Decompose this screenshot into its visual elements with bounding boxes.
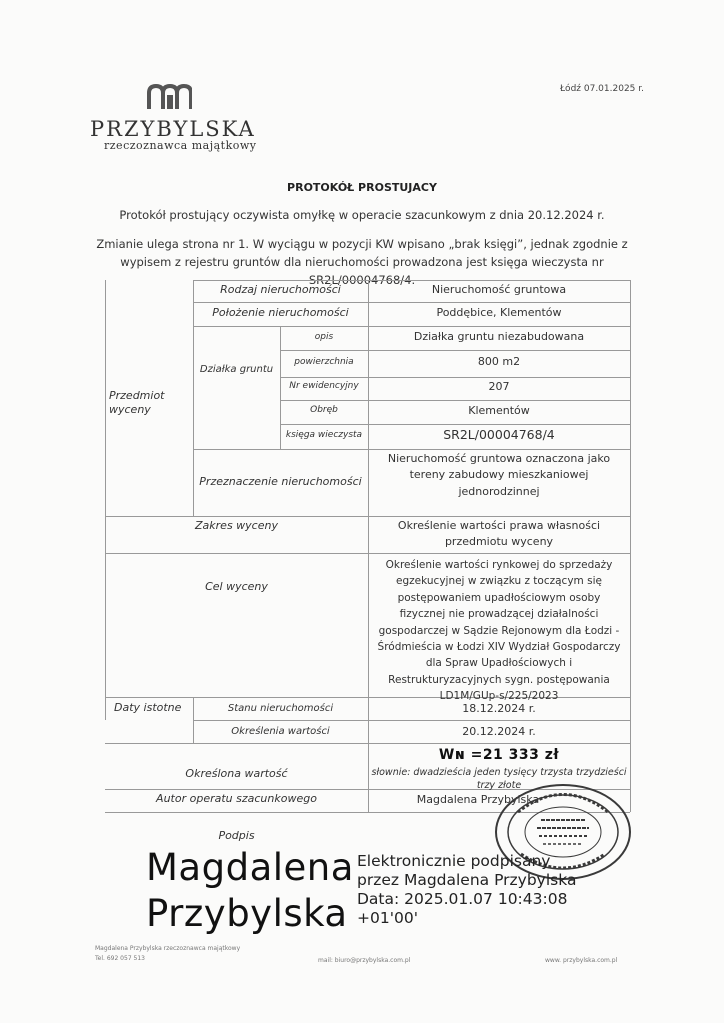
przeznaczenie-label: Przeznaczenie nieruchomości [199, 475, 362, 488]
powierzchnia-value: 800 m2 [477, 355, 521, 368]
footer-company: Magdalena Przybylska rzeczoznawca majątkowy [95, 945, 241, 952]
dzialka-label: Działka gruntu [199, 364, 274, 375]
footer-website: www. przybylska.com.pl [545, 957, 618, 964]
signature-name-last: Przybylska [146, 892, 348, 935]
signature-name-first: Magdalena [146, 846, 354, 889]
document-date: Łódź 07.01.2025 r. [560, 84, 644, 94]
zakres-label: Zakres wyceny [195, 519, 278, 532]
autor-label: Autor operatu szacunkowego [156, 792, 317, 805]
document-title: PROTOKÓŁ PROSTUJACY [287, 181, 437, 194]
polozenie-label: Położenie nieruchomości [212, 306, 349, 319]
brand-name: PRZYBYLSKA [90, 117, 256, 141]
market-value: Wɴ =21 333 zł [438, 747, 560, 763]
footer-email: mail: biuro@przybylska.com.pl [318, 957, 411, 964]
opis-label: opis [314, 332, 334, 342]
rodzaj-label: Rodzaj nieruchomości [220, 283, 341, 296]
footer-phone: Tel. 692 057 513 [95, 955, 145, 962]
opis-value: Działka gruntu niezabudowana [413, 330, 585, 343]
autor-value: Magdalena Przybylska [416, 793, 540, 806]
polozenie-value: Poddębice, Klementów [436, 306, 562, 319]
przedmiot-label: Przedmiot wyceny [109, 389, 165, 416]
obreb-value: Klementów [468, 404, 530, 417]
kw-label: księga wieczysta [285, 430, 363, 440]
intro-paragraph: Protokół prostujący oczywista omyłkę w operacie szacunkowym z dnia 20.12.2024 r. [119, 208, 605, 222]
correction-paragraph: Zmianie ulega strona nr 1. W wyciągu w pozycji KW wpisano „brak księgi”, jednak zgodnie z wypisem z rejestru gruntów dla nieruchomości prowadzona jest księga wieczysta nr SR2L/00004768/4. [96, 237, 628, 287]
brand-subtitle: rzeczoznawca majątkowy [104, 139, 257, 152]
okreslenia-label: Określenia wartości [231, 726, 330, 737]
powierzchnia-label: powierzchnia [294, 357, 354, 367]
stanu-label: Stanu nieruchomości [227, 703, 334, 714]
nr-value: 207 [488, 380, 510, 393]
electronic-signature-info: Elektronicznie podpisany przez Magdalena Przybylska Data: 2025.01.07 10:43:08 +01'00' [357, 852, 577, 927]
cel-value: Określenie wartości rynkowej do sprzedaży egzekucyjnej w związku z toczącym się postępowaniem upadłościowym osoby fizycznej nie prowadzącej działalności gospodarczej w Sądzie Rejonowym dla Łodzi - Śródmieścia w Łodzi XIV Wydział Gospodarczy dla Spraw Upadłościowych i Restrukturyzacyjnych sygn. postępowania LD1M/GUp-s/225/2023 [377, 559, 621, 703]
value-in-words: słownie: dwadzieścia jeden tysięcy trzysta trzydzieści trzy złote [371, 767, 627, 791]
stanu-value: 18.12.2024 r. [462, 702, 536, 715]
podpis-label: Podpis [218, 829, 255, 842]
przeznaczenie-value: Nieruchomość gruntowa oznaczona jako tereny zabudowy mieszkaniowej jednorodzinnej [387, 452, 611, 498]
rodzaj-value: Nieruchomość gruntowa [431, 283, 567, 296]
daty-label: Daty istotne [114, 701, 182, 714]
zakres-value: Określenie wartości prawa własności przedmiotu wyceny [397, 519, 601, 549]
kw-value: SR2L/00004768/4 [443, 427, 555, 442]
obreb-label: Obręb [310, 405, 338, 415]
cel-label: Cel wyceny [205, 580, 268, 593]
logo-icon [147, 83, 192, 110]
okreslenia-value: 20.12.2024 r. [462, 725, 536, 738]
nr-label: Nr ewidencyjny [289, 381, 359, 391]
okreslona-label: Określona wartość [185, 767, 288, 780]
